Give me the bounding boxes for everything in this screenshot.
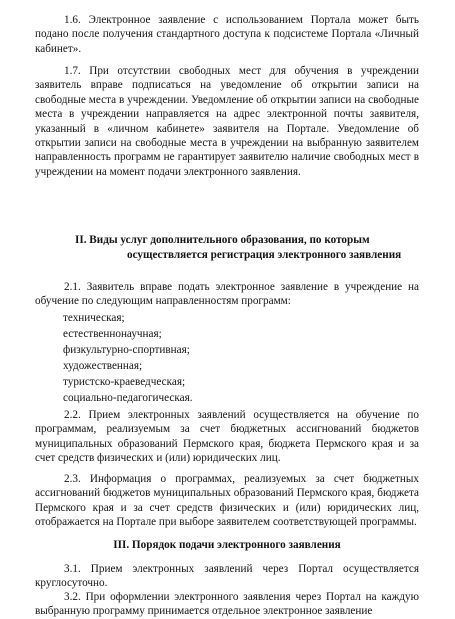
paragraph-2-1: 2.1. Заявитель вправе подать электронное заявление в учреждение на обучение по следующим направленностям программ: <box>35 281 419 308</box>
paragraph-2-3: 2.3. Информация о программах, реализуемых за счет бюджетных ассигнований бюджетов муниципальных образований Пермского края, бюджета Пермского края и за счет средств физических и (или) юридических лиц, отображается на Портале при выборе заявителем соответствующей программы. <box>35 473 419 529</box>
paragraph-1-6: 1.6. Электронное заявление с использованием Портала может быть подано после получения стандартного доступа к подсистеме Портала «Личный кабинет». <box>35 14 419 55</box>
section-2-heading-line1: II. Виды услуг дополнительного образования, по которым <box>75 234 370 246</box>
section-3-heading: III. Порядок подачи электронного заявления <box>113 539 341 551</box>
direction-list-item: естественнонаучная; <box>63 328 162 340</box>
paragraph-1-7: 1.7. При отсутствии свободных мест для обучения в учреждении заявитель вправе подписаться на уведомление об открытии записи на свободные места в учреждении. Уведомление об открытии записи на свободные места в учреждении направляется на адрес электронной почты заявителя, указанный в «личном кабинете» заявителя на Портале. Уведомление об открытии записи на свободные места в учреждении на выбранную заявителем направленность программ не гарантирует заявителю наличие свободных мест в учреждении на момент подачи электронного заявления. <box>35 65 419 178</box>
paragraph-2-2: 2.2. Прием электронных заявлений осуществляется на обучение по программам, реализуемым за счет бюджетных ассигнований бюджетов муниципальных образований Пермского края, бюджета Пермского края и за счет средств физических и (или) юридических лиц. <box>35 409 419 465</box>
paragraph-3-2: 3.2. При оформлении электронного заявления через Портал на каждую выбранную программу принимается отдельное электронное заявление <box>35 591 419 618</box>
direction-list-item: художественная; <box>63 360 143 372</box>
section-2-heading-line2: осуществляется регистрация электронного заявления <box>127 249 402 261</box>
direction-list-item: техническая; <box>63 312 125 324</box>
direction-list-item: социально-педагогическая. <box>63 392 193 404</box>
paragraph-3-1: 3.1. Прием электронных заявлений через Портал осуществляется круглосуточно. <box>35 563 419 590</box>
direction-list-item: физкультурно-спортивная; <box>63 344 190 356</box>
direction-list-item: туристско-краеведческая; <box>63 376 186 388</box>
